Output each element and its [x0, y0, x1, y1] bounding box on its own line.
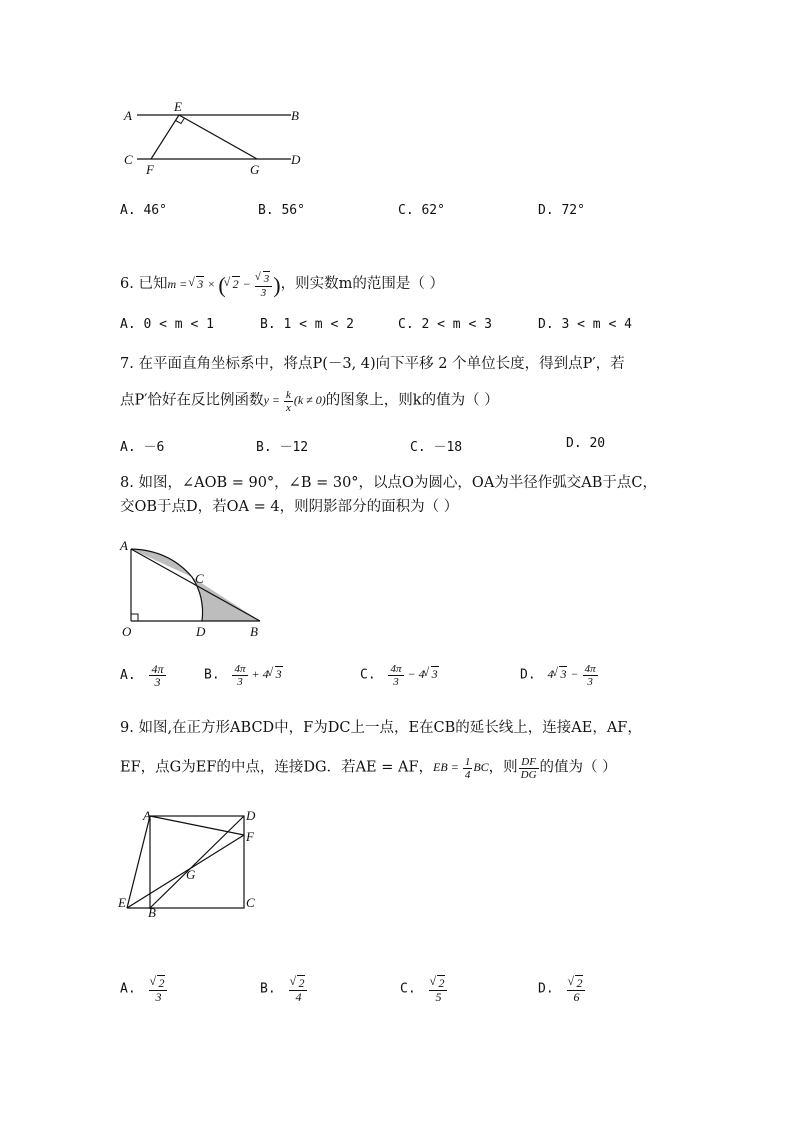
figure-q8	[112, 532, 277, 644]
q9-option-a-value: √ $\frac{2}{3}$	[149, 975, 167, 1003]
q9-option-d[interactable]: D. √ $\frac{2}{6}$	[538, 975, 586, 1003]
q9-option-c-value: √ $\frac{2}{5}$	[429, 975, 447, 1003]
label-e: E	[118, 895, 126, 910]
label-b: B	[291, 108, 299, 123]
label-b: B	[148, 905, 156, 918]
q8-option-c[interactable]: C. $\frac{4\pi}{3}$ − 4√ 3	[360, 663, 439, 688]
label-c: C	[124, 152, 133, 167]
q9-line-2	[120, 756, 617, 781]
label-a: A	[120, 538, 128, 553]
label-g: G	[186, 867, 196, 882]
q6-tail: ，则实数m的范围是（ ）	[280, 275, 444, 292]
q5-option-d[interactable]: D. 72°	[538, 203, 585, 218]
label-f: F	[246, 829, 254, 844]
label-e: E	[174, 99, 182, 114]
q8-option-a[interactable]: A. $\frac{4\pi}{3}$	[120, 662, 164, 689]
q9-option-a[interactable]: A. √ $\frac{2}{3}$	[120, 975, 168, 1003]
q6-option-c[interactable]: C. 2 < m < 3	[398, 317, 492, 332]
q6-stem	[120, 271, 444, 299]
q5-option-c[interactable]: C. 62°	[398, 203, 445, 218]
label-f: F	[146, 162, 154, 177]
label-a: A	[143, 808, 151, 823]
q9-line-2-start: EF，点G为EF的中点，连接DG．若AE = AF，	[120, 759, 434, 776]
q9-eb-expression: EB = $\frac{1}{4}$ BC	[433, 756, 489, 781]
q8-option-c-value: $\frac{4\pi}{3}$ − 4√ 3	[387, 667, 438, 681]
figure-q5	[115, 96, 315, 178]
q7-option-d[interactable]: D. 20	[566, 436, 606, 451]
q9-option-d-value: √ $\frac{2}{6}$	[567, 975, 585, 1003]
q5-option-a[interactable]: A. 46°	[120, 203, 167, 218]
q6-option-b[interactable]: B. 1 < m < 2	[260, 317, 354, 332]
q7-option-b[interactable]: B. －12	[256, 440, 309, 455]
label-d: D	[291, 152, 301, 167]
q7-line-2	[120, 389, 499, 414]
q9-option-b[interactable]: B. √ $\frac{2}{4}$	[260, 975, 308, 1003]
label-o: O	[122, 624, 132, 639]
label-d: D	[196, 624, 206, 639]
q7-function: y = $\frac{k}{x}$ (k ≠ 0)	[263, 389, 326, 414]
q9-line-2-end: 的值为（ ）	[539, 759, 617, 776]
figure-q9	[114, 806, 264, 918]
label-d: D	[246, 808, 256, 823]
q6-option-d[interactable]: D. 3 < m < 4	[538, 317, 632, 332]
q7-line-1: 7. 在平面直角坐标系中，将点P(－3, 4)向下平移 2 个单位长度，得到点P′，若	[120, 356, 625, 372]
q6-option-a[interactable]: A. 0 < m < 1	[120, 317, 214, 332]
q7-option-a[interactable]: A. －6	[120, 440, 165, 455]
q9-ratio: $\frac{DF}{DG}$	[520, 756, 537, 781]
label-b: B	[250, 624, 258, 639]
q9-line-1: 9. 如图,在正方形ABCD中，F为DC上一点，E在CB的延长线上，连接AE，AF，	[120, 720, 642, 736]
label-c: C	[195, 571, 204, 586]
label-g: G	[250, 162, 260, 177]
q6-expression: m = √ 3 × (√ 2 − √ $\frac{3}{3}$ )	[167, 277, 280, 291]
q8-option-d[interactable]: D. 4√ 3 − $\frac{4\pi}{3}$	[520, 663, 599, 688]
q7-line-2-start: 点P′恰好在反比例函数	[120, 392, 264, 409]
q9-line-2-mid: ，则	[488, 759, 518, 776]
q8-option-d-value: 4√ 3 − $\frac{4\pi}{3}$	[547, 667, 598, 681]
q8-option-b-value: $\frac{4\pi}{3}$ + 4√ 3	[231, 667, 282, 681]
q8-line-2: 交OB于点D，若OA = 4，则阴影部分的面积为（ ）	[120, 499, 459, 515]
q7-line-2-end: 的图象上，则k的值为（ ）	[325, 392, 499, 409]
q8-line-1: 8. 如图，∠AOB = 90°，∠B = 30°，以点O为圆心，OA为半径作弧交AB于点C，	[120, 475, 658, 491]
q8-option-b[interactable]: B. $\frac{4\pi}{3}$ + 4√ 3	[204, 663, 283, 688]
q5-option-b[interactable]: B. 56°	[258, 203, 305, 218]
q6-number: 6. 已知	[120, 275, 168, 292]
q7-option-c[interactable]: C. －18	[410, 440, 463, 455]
q9-option-b-value: √ $\frac{2}{4}$	[289, 975, 307, 1003]
q9-option-c[interactable]: C. √ $\frac{2}{5}$	[400, 975, 448, 1003]
label-a: A	[124, 108, 132, 123]
q8-option-a-value: $\frac{4\pi}{3}$	[151, 662, 164, 689]
label-c: C	[246, 895, 255, 910]
